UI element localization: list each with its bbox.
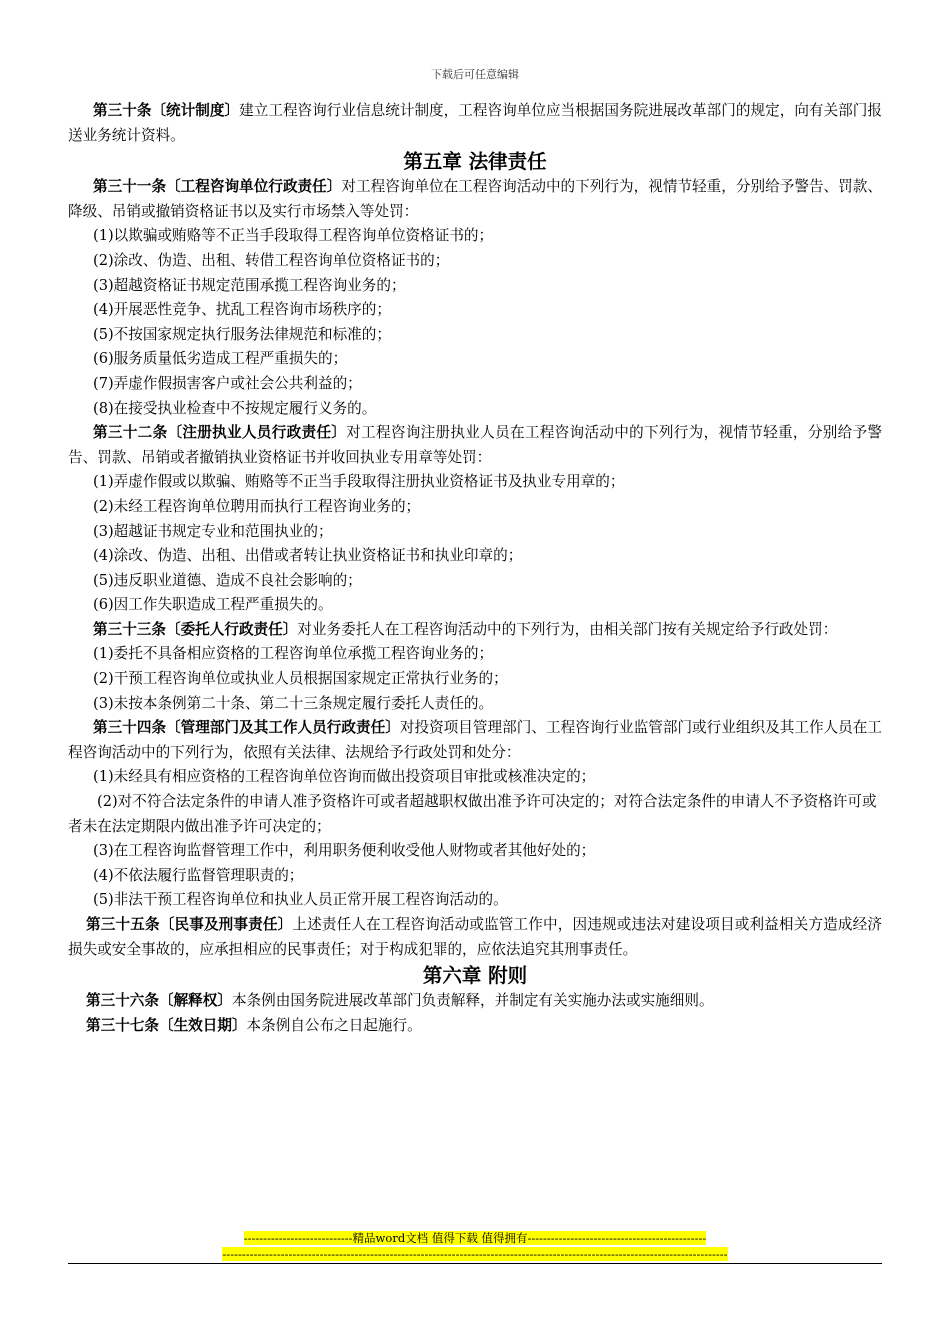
article-title: 第三十五条〔民事及刑事责任〕 [86, 916, 293, 933]
article-30 [68, 99, 882, 148]
article-text: 建立工程咨询行业信息统计制度，工程咨询单位应当根据国务院进展改革部门的规定，向有关部门报送业务统计资料。 [68, 102, 882, 144]
article-31 [68, 175, 882, 224]
list-item: (3)未按本条例第二十条、第二十三条规定履行委托人责任的。 [93, 694, 494, 712]
article-title: 第三十三条〔委托人行政责任〕 [93, 620, 298, 638]
footer-banner [0, 1230, 950, 1262]
article-36 [68, 989, 882, 1014]
article-32 [68, 421, 882, 470]
article-title: 第三十条〔统计制度〕 [93, 102, 240, 119]
article-34 [68, 716, 882, 765]
article-text: 对业务委托人在工程咨询活动中的下列行为，由相关部门按有关规定给予行政处罚： [297, 620, 838, 638]
article-title: 第三十一条〔工程咨询单位行政责任〕 [93, 178, 342, 196]
list-item: (4)涂改、伪造、出租、出借或者转让执业资格证书和执业印章的； [93, 547, 523, 565]
list-item: (1)委托不具备相应资格的工程咨询单位承揽工程咨询业务的； [93, 645, 494, 663]
article-35 [68, 913, 882, 962]
article-text: 对投资项目管理部门、工程咨询行业监管部门或行业组织及其工作人员在工程咨询活动中的下列行为，依照有关法律、法规给予行政处罚和处分： [68, 719, 882, 761]
page-header: 下载后可任意编辑 [431, 68, 519, 81]
footer-banner-line-1: ----------------------------精品word文档 值得下载 值得拥有---------------------------------------------- [243, 1231, 707, 1245]
footer-banner-line-2: ---------------------------------------------------------------------------------------------------------------------------------- [222, 1247, 728, 1261]
chapter-6-heading: 第六章 附则 [422, 964, 528, 988]
article-33 [68, 618, 882, 643]
article-title: 第三十二条〔注册执业人员行政责任〕 [93, 424, 347, 442]
list-item: (2)干预工程咨询单位或执业人员根据国家规定正常执行业务的； [93, 670, 508, 688]
list-item: (2)对不符合法定条件的申请人准予资格许可或者超越职权做出准予许可决定的；对符合法定条件的申请人不予资格许可或者未在法定期限内做出准予许可决定的； [68, 793, 877, 835]
article-title: 第三十七条〔生效日期〕 [86, 1016, 247, 1034]
list-item: (5)违反职业道德、造成不良社会影响的； [93, 571, 362, 589]
list-item: (4)开展恶性竞争、扰乱工程咨询市场秩序的； [93, 301, 391, 319]
list-item: (7)弄虚作假损害客户或社会公共利益的； [93, 374, 362, 392]
list-item: (1)以欺骗或贿赂等不正当手段取得工程咨询单位资格证书的； [93, 227, 494, 245]
article-text: 上述责任人在工程咨询活动或监管工作中，因违规或违法对建设项目或利益相关方造成经济损失或安全事故的，应承担相应的民事责任；对于构成犯罪的，应依法追究其刑事责任。 [68, 916, 882, 958]
list-item: (1)弄虚作假或以欺骗、贿赂等不正当手段取得注册执业资格证书及执业专用章的； [93, 473, 625, 491]
document-body [68, 99, 882, 1038]
list-item: (5)非法干预工程咨询单位和执业人员正常开展工程咨询活动的。 [93, 891, 508, 909]
list-item: (3)超越资格证书规定范围承揽工程咨询业务的； [93, 276, 406, 294]
list-item: (8)在接受执业检查中不按规定履行义务的。 [93, 399, 377, 417]
article-title: 第三十四条〔管理部门及其工作人员行政责任〕 [93, 719, 400, 737]
article-text: 对工程咨询注册执业人员在工程咨询活动中的下列行为，视情节轻重，分别给予警告、罚款、吊销或者撤销执业资格证书并收回执业专用章等处罚： [68, 424, 882, 466]
footer-divider [68, 1263, 882, 1264]
article-text: 对工程咨询单位在工程咨询活动中的下列行为，视情节轻重，分别给予警告、罚款、降级、吊销或撤销资格证书以及实行市场禁入等处罚： [68, 178, 882, 220]
list-item: (2)未经工程咨询单位聘用而执行工程咨询业务的； [93, 497, 421, 515]
list-item: (5)不按国家规定执行服务法律规范和标准的； [93, 325, 391, 343]
list-item: (3)超越证书规定专业和范围执业的； [93, 522, 333, 540]
list-item: (6)服务质量低劣造成工程严重损失的； [93, 350, 348, 368]
list-item: (1)未经具有相应资格的工程咨询单位咨询而做出投资项目审批或核准决定的； [93, 768, 596, 786]
article-text: 本条例由国务院进展改革部门负责解释，并制定有关实施办法或实施细则。 [231, 992, 714, 1010]
article-37 [68, 1014, 882, 1039]
article-text: 本条例自公布之日起施行。 [246, 1016, 422, 1034]
chapter-5-heading: 第五章 法律责任 [403, 150, 547, 174]
list-item: (4)不依法履行监督管理职责的； [93, 866, 304, 884]
list-item: (6)因工作失职造成工程严重损失的。 [93, 596, 333, 614]
article-title: 第三十六条〔解释权〕 [86, 992, 232, 1010]
list-item: (2)涂改、伪造、出租、转借工程咨询单位资格证书的； [93, 251, 450, 269]
list-item: (3)在工程咨询监督管理工作中，利用职务便利收受他人财物或者其他好处的； [93, 842, 596, 860]
